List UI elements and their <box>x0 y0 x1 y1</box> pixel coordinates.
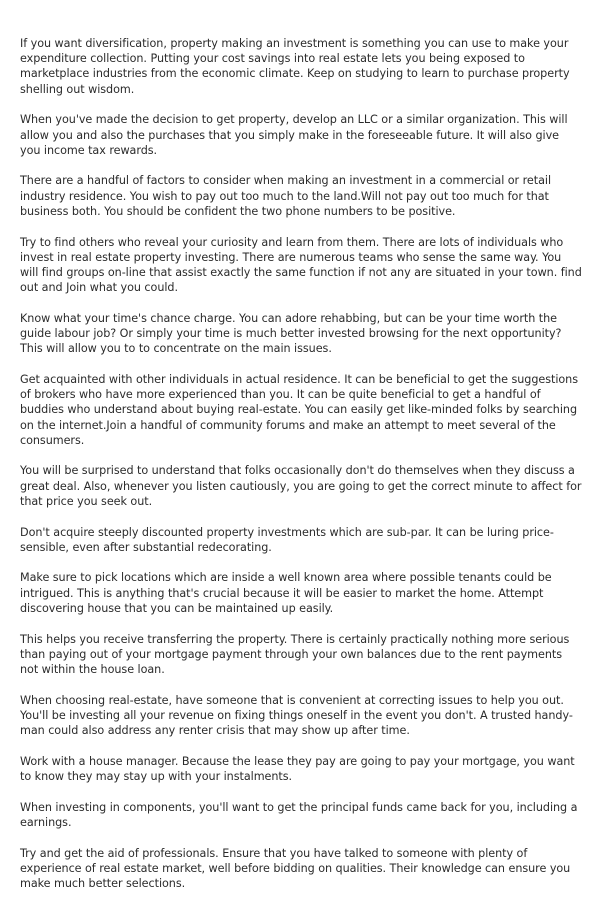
paragraph: There are a handful of factors to consider when making an investment in a commercial or retail industry residence. You wish to pay out too much to the land.Will not pay out too much for that business both. You should be confident the two phone numbers to be positive. <box>20 174 552 218</box>
paragraph: Get acquainted with other individuals in actual residence. It can be beneficial to get the suggestions of brokers who have more experienced than you. It can be quite beneficial to get a handful of buddies who understand about buying real-estate. You can easily get like-minded folks by searching on the internet.Join a handful of community forums and make an attempt to meet several of the consumers. <box>20 372 579 447</box>
paragraph: Know what your time's chance charge. You can adore rehabbing, but can be your time worth the guide labour job? Or simply your time is much better invested browsing for the next opportunity? This will allow you to to concentrate on the main issues. <box>20 311 562 356</box>
paragraph: You will be surprised to understand that folks occasionally don't do themselves when they discuss a great deal. Also, whenever you listen cautiously, you are going to get the correct minute to affect for that price you seek out. <box>20 464 582 508</box>
paragraph: Make sure to pick locations which are inside a well known area where possible tenants could be intrigued. This is anything that's crucial because it will be easier to market the home. Attempt discovering house that you can be maintained up easily. <box>20 571 552 615</box>
paragraph: If you want diversification, property making an investment is something you can use to make your expenditure collection. Putting your cost savings into real estate lets you being exposed to marketplace industries from the economic climate. Keep on studying to learn to purchase property shelling out wisdom. <box>20 37 570 96</box>
paragraph: Try to find others who reveal your curiosity and learn from them. There are lots of individuals who invest in real estate property investing. There are numerous teams who sense the same way. You will find groups on-line that assist exactly the same function if not any are situated in your town. find out and Join what you could. <box>20 235 582 295</box>
paragraph: When you've made the decision to get property, develop an LLC or a similar organization. This will allow you and also the purchases that you simply make in the foreseeable future. It will also give you income tax rewards. <box>20 113 568 157</box>
article-body <box>20 36 582 907</box>
paragraph: When investing in components, you'll want to get the principal funds came back for you, including a earnings. <box>20 800 578 829</box>
paragraph: Work with a house manager. Because the lease they pay are going to pay your mortgage, you want to know they may stay up with your instalments. <box>20 754 575 784</box>
paragraph: Try and get the aid of professionals. Ensure that you have talked to someone with plenty of experience of real estate market, well before bidding on qualities. Their knowledge can ensure you make much better selections. <box>20 846 571 891</box>
paragraph: Don't acquire steeply discounted property investments which are sub-par. It can be luring price-sensible, even after substantial redecorating. <box>20 525 554 554</box>
paragraph: When choosing real-estate, have someone that is convenient at correcting issues to help you out. You'll be investing all your revenue on fixing things oneself in the event you don't. A trusted handy-man could also address any renter crisis that may show up after time. <box>20 693 573 738</box>
paragraph: This helps you receive transferring the property. There is certainly practically nothing more serious than paying out of your mortgage payment through your own balances due to the rent payments not within the house loan. <box>20 632 570 676</box>
